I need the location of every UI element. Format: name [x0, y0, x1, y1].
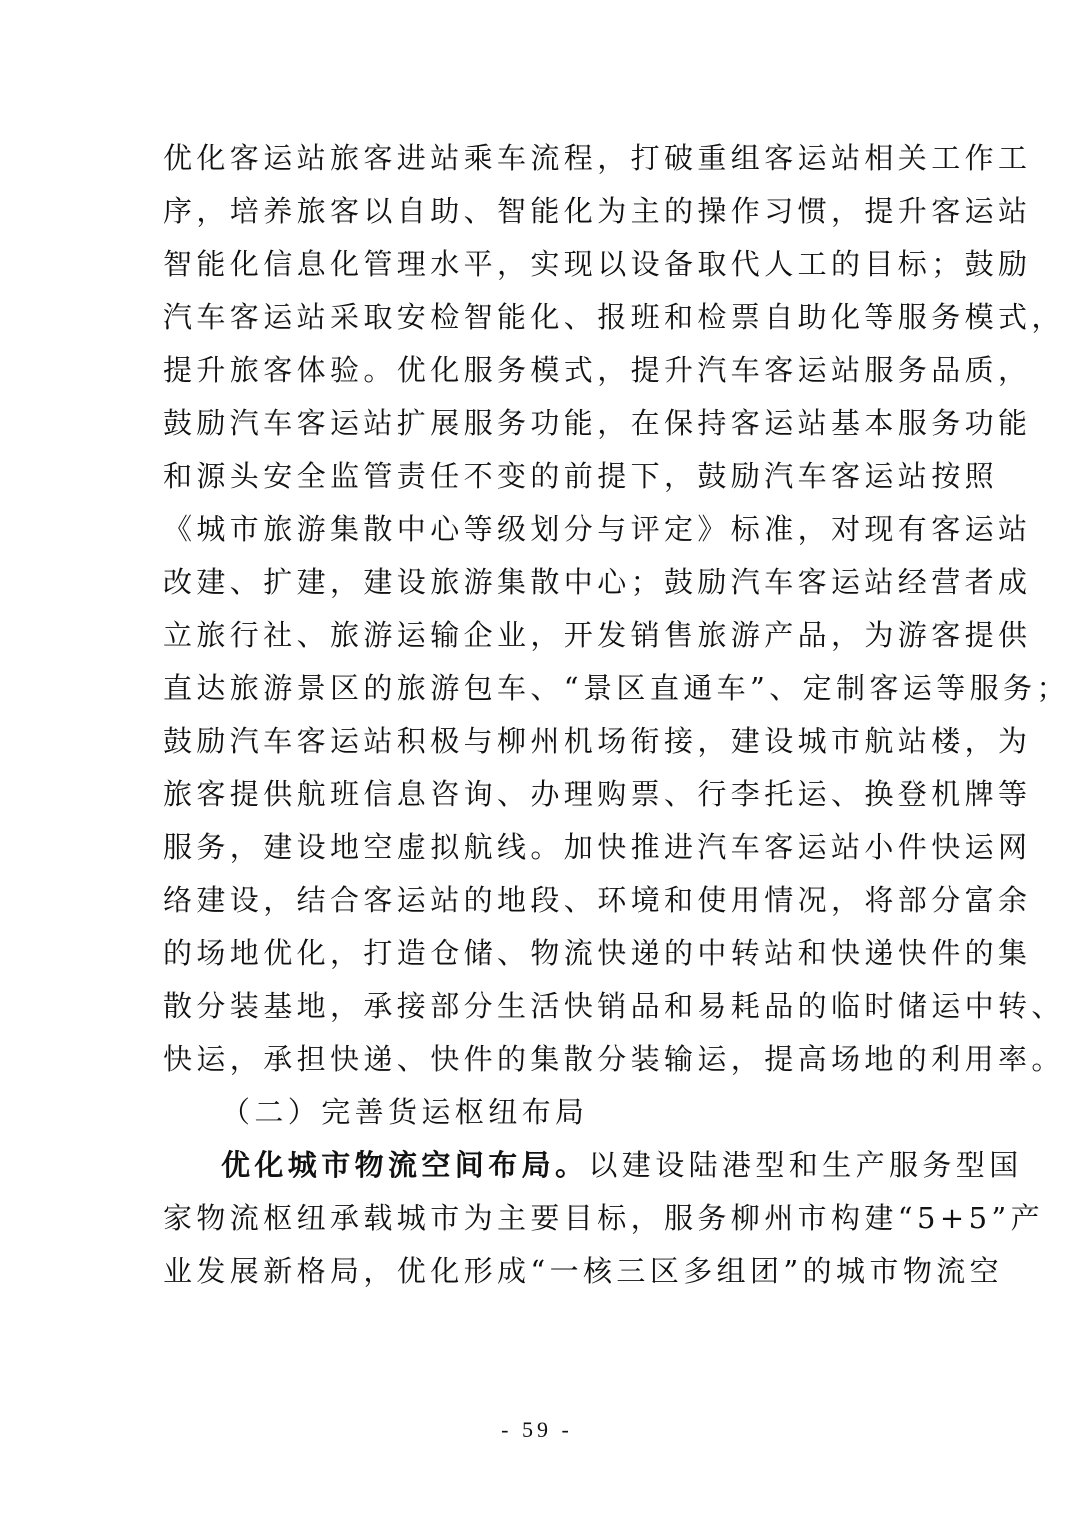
paragraph-line: 快运，承担快递、快件的集散分装输运，提高场地的利用率。: [163, 1042, 1065, 1076]
body-text: [163, 132, 1070, 1298]
paragraph-line: 鼓励汽车客运站扩展服务功能，在保持客运站基本服务功能: [163, 406, 1032, 440]
bold-lead: 优化城市物流空间布局。: [221, 1148, 589, 1182]
paragraph-line: 智能化信息化管理水平，实现以设备取代人工的目标；鼓励: [163, 247, 1032, 281]
paragraph-line: 家物流枢纽承载城市为主要目标，服务柳州市构建“5+5”产: [163, 1201, 1045, 1235]
paragraph-line: 和源头安全监管责任不变的前提下，鼓励汽车客运站按照: [163, 459, 999, 493]
paragraph-line: 序，培养旅客以自助、智能化为主的操作习惯，提升客运站: [163, 194, 1032, 228]
paragraph-line: 《城市旅游集散中心等级划分与评定》标准，对现有客运站: [163, 512, 1032, 546]
paragraph-line: 服务，建设地空虚拟航线。加快推进汽车客运站小件快运网: [163, 830, 1032, 864]
paragraph-line: 散分装基地，承接部分生活快销品和易耗品的临时储运中转、: [163, 989, 1065, 1023]
paragraph-line: 旅客提供航班信息咨询、办理购票、行李托运、换登机牌等: [163, 777, 1032, 811]
paragraph-first-line: [163, 1139, 1023, 1192]
paragraph-line: 提升旅客体验。优化服务模式，提升汽车客运站服务品质，: [163, 353, 1032, 387]
paragraph-line: 的场地优化，打造仓储、物流快递的中转站和快递快件的集: [163, 936, 1032, 970]
page-number: - 59 -: [501, 1417, 573, 1442]
paragraph-line: 立旅行社、旅游运输企业，开发销售旅游产品，为游客提供: [163, 618, 1032, 652]
first-line-rest: 以建设陆港型和生产服务型国: [588, 1148, 1023, 1182]
paragraph-line: 改建、扩建，建设旅游集散中心；鼓励汽车客运站经营者成: [163, 565, 1032, 599]
paragraph-line: 鼓励汽车客运站积极与柳州机场衔接，建设城市航站楼，为: [163, 724, 1032, 758]
paragraph-line: 业发展新格局，优化形成“一核三区多组团”的城市物流空: [163, 1254, 1004, 1288]
paragraph-line: 直达旅游景区的旅游包车、“景区直通车”、定制客运等服务；: [163, 671, 1070, 705]
paragraph-line: 络建设，结合客运站的地段、环境和使用情况，将部分富余: [163, 883, 1032, 917]
paragraph-line: 优化客运站旅客进站乘车流程，打破重组客运站相关工作工: [163, 141, 1032, 175]
section-heading: （二）完善货运枢纽布局: [221, 1095, 589, 1129]
paragraph-line: 汽车客运站采取安检智能化、报班和检票自助化等服务模式，: [163, 300, 1065, 334]
